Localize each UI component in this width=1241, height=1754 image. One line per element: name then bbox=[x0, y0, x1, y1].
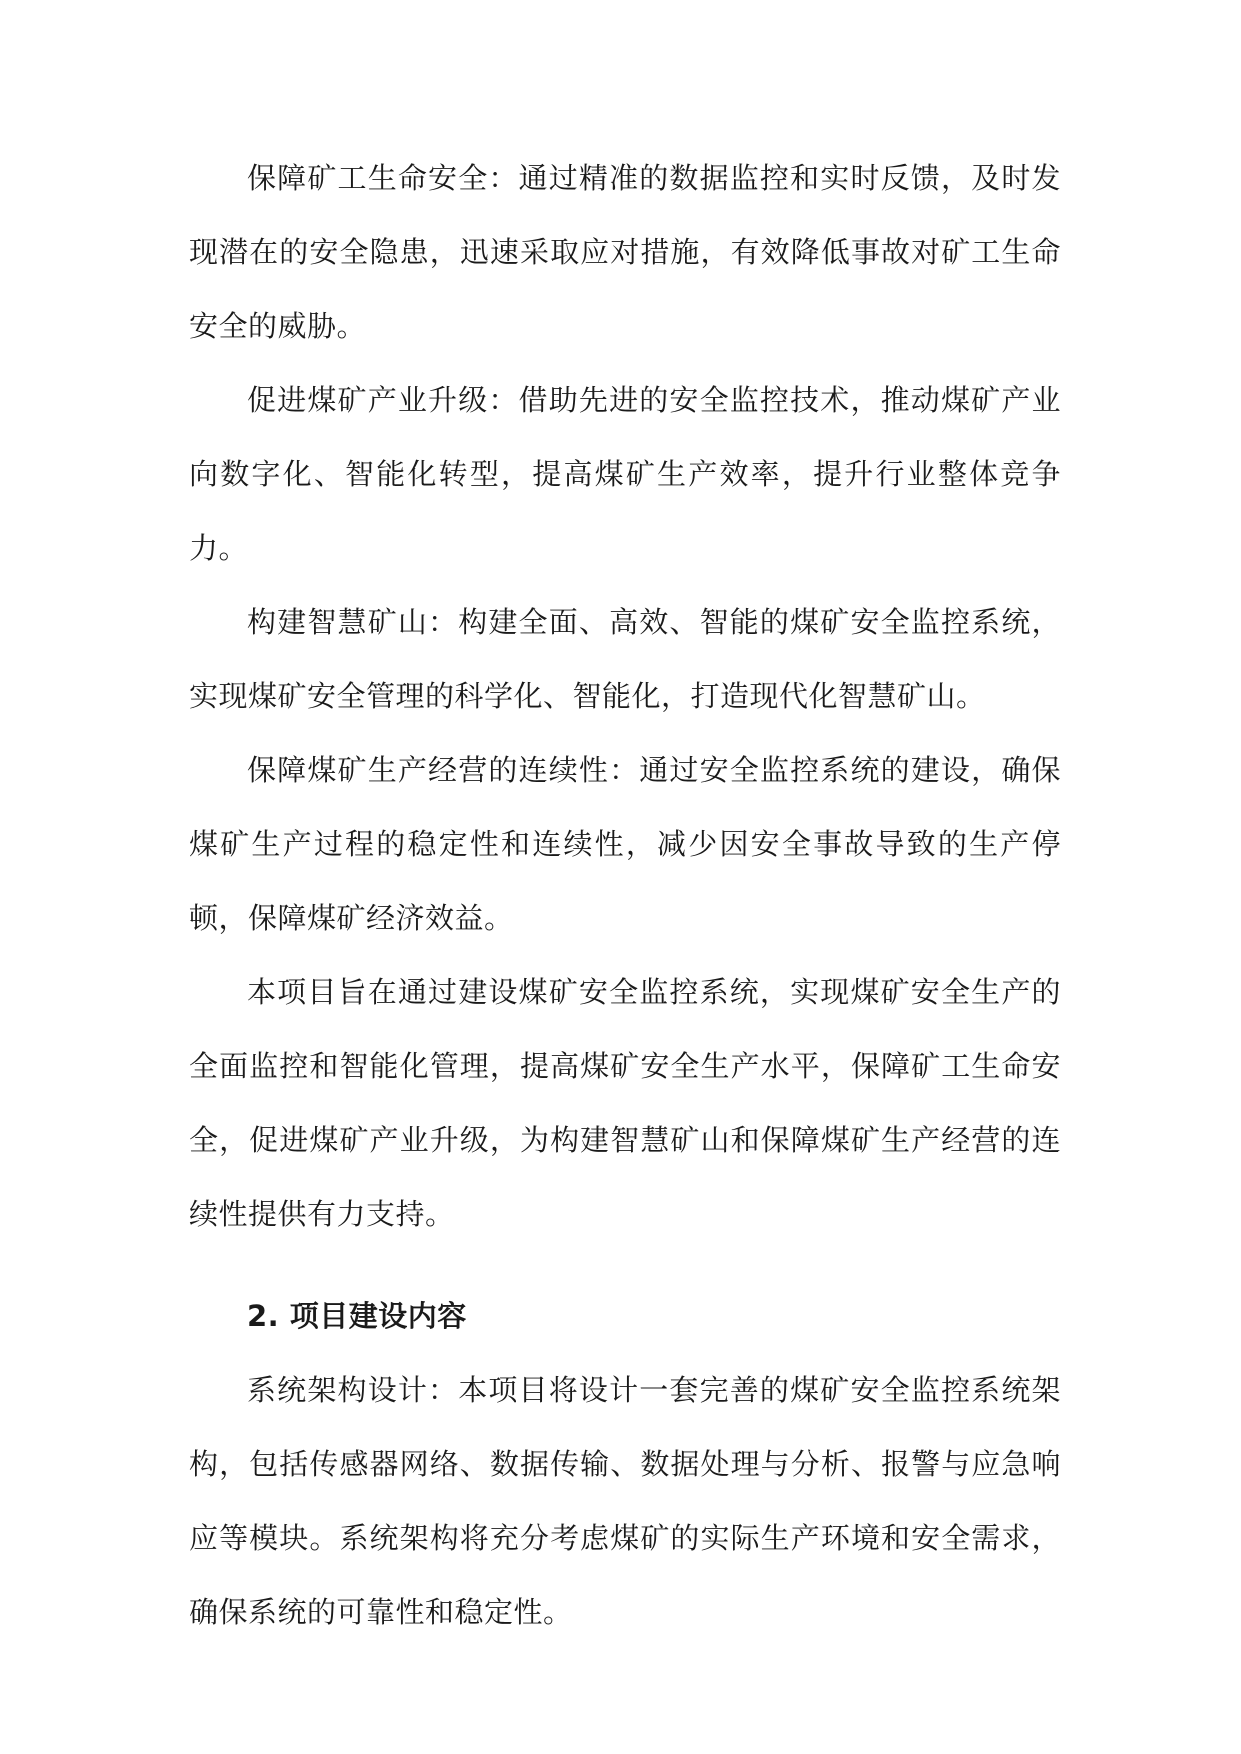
paragraph-production-continuity: 保障煤矿生产经营的连续性：通过安全监控系统的建设，确保煤矿生产过程的稳定性和连续性，减少因安全事故导致的生产停顿，保障煤矿经济效益。 bbox=[189, 753, 1061, 935]
document-body bbox=[189, 141, 1061, 1649]
paragraph-system-architecture: 系统架构设计：本项目将设计一套完善的煤矿安全监控系统架构，包括传感器网络、数据传输、数据处理与分析、报警与应急响应等模块。系统架构将充分考虑煤矿的实际生产环境和安全需求，确保系统的可靠性和稳定性。 bbox=[189, 1373, 1061, 1629]
paragraph-project-summary: 本项目旨在通过建设煤矿安全监控系统，实现煤矿安全生产的全面监控和智能化管理，提高煤矿安全生产水平，保障矿工生命安全，促进煤矿产业升级，为构建智慧矿山和保障煤矿生产经营的连续性提供有力支持。 bbox=[189, 975, 1061, 1231]
paragraph-miner-safety: 保障矿工生命安全：通过精准的数据监控和实时反馈，及时发现潜在的安全隐患，迅速采取应对措施，有效降低事故对矿工生命安全的威胁。 bbox=[189, 161, 1061, 343]
paragraph-smart-mine: 构建智慧矿山：构建全面、高效、智能的煤矿安全监控系统，实现煤矿安全管理的科学化、智能化，打造现代化智慧矿山。 bbox=[189, 605, 1061, 713]
paragraph-industry-upgrade: 促进煤矿产业升级：借助先进的安全监控技术，推动煤矿产业向数字化、智能化转型，提高煤矿生产效率，提升行业整体竞争力。 bbox=[189, 383, 1061, 565]
section-heading: 2. 项目建设内容 bbox=[247, 1299, 467, 1333]
